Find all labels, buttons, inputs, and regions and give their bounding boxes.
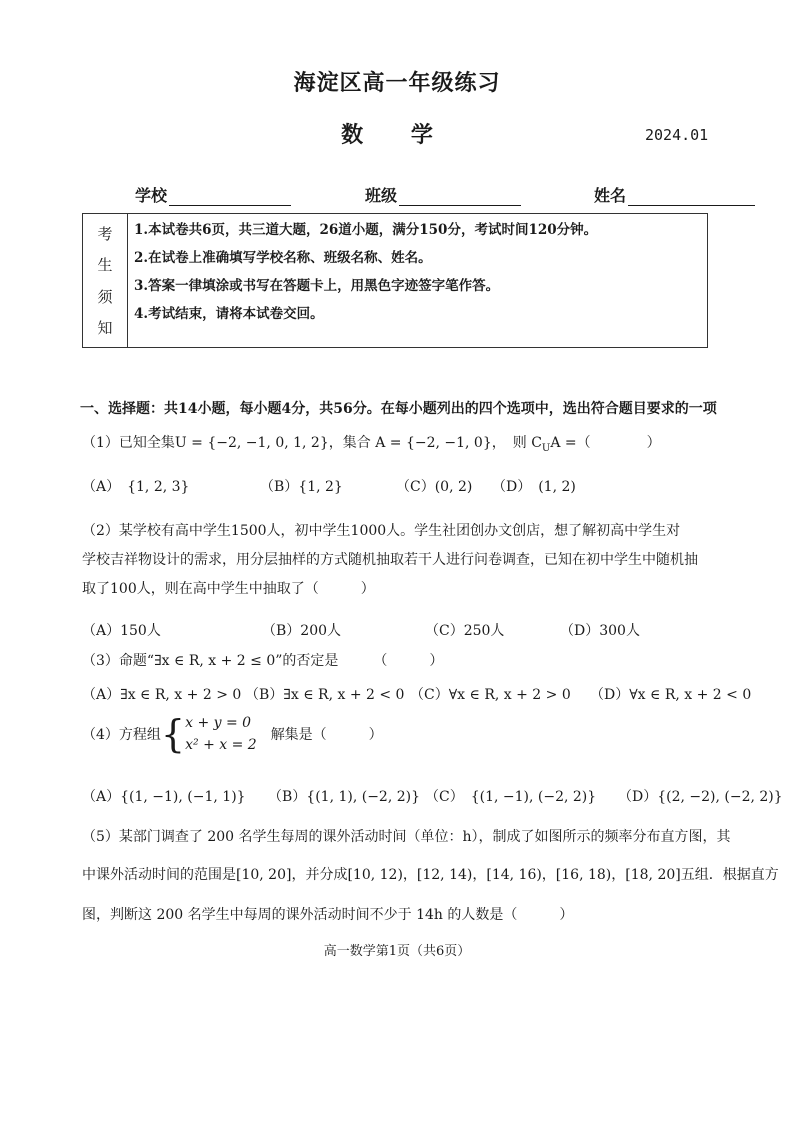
- name-field[interactable]: [594, 183, 755, 206]
- q2-option-d[interactable]: （D）300人: [560, 623, 640, 639]
- exam-date: 2024.01: [645, 126, 709, 144]
- q2-line: 学校吉祥物设计的需求，用分层抽样的方式随机抽取若干人进行问卷调查，已知在初中学生中随机抽: [82, 552, 698, 568]
- name-blank[interactable]: [628, 187, 755, 206]
- name-label: 姓名: [594, 186, 627, 205]
- q1-option-c[interactable]: （C）(0, 2): [396, 479, 473, 495]
- notice-item: 2.在试卷上准确填写学校名称、班级名称、姓名。: [134, 250, 432, 266]
- q1-stem-text: （1）已知全集U = {−2, −1, 0, 1, 2}，集合 A = {−2, −1, 0}， 则 C: [82, 435, 542, 451]
- q5-line: （5）某部门调查了 200 名学生每周的课外活动时间（单位：h），制成了如图所示的频率分布直方图，其: [82, 829, 731, 845]
- q1-subscript: U: [541, 442, 551, 454]
- equation-2: x² + x = 2: [185, 737, 257, 753]
- q3-option-a[interactable]: （A）∃x ∈ R, x + 2 > 0: [82, 687, 242, 703]
- q3-option-b[interactable]: （B）∃x ∈ R, x + 2 < 0: [245, 687, 405, 703]
- page-footer: 高一数学第1页（共6页）: [323, 944, 471, 959]
- system-brace: {: [160, 712, 186, 756]
- class-label: 班级: [365, 186, 398, 205]
- section-heading: 一、选择题：共14小题，每小题4分，共56分。在每小题列出的四个选项中，选出符合题目要求的一项: [80, 401, 717, 417]
- q4-option-b[interactable]: （B）{(1, 1), (−2, 2)}: [268, 789, 421, 805]
- school-field[interactable]: [135, 183, 291, 206]
- q1-option-d[interactable]: （D） (1, 2): [492, 479, 576, 495]
- question-3-stem: （3）命题“∃x ∈ R, x + 2 ≤ 0”的否定是 （ ）: [82, 653, 444, 669]
- question-4-stem: [82, 712, 383, 756]
- q2-option-a[interactable]: （A）150人: [82, 623, 161, 639]
- q5-line: 图，判断这 200 名学生中每周的课外活动时间不少于 14h 的人数是（ ）: [82, 907, 574, 923]
- q4-option-c[interactable]: （C） {(1, −1), (−2, 2)}: [425, 789, 597, 805]
- class-field[interactable]: [365, 183, 521, 206]
- page-title: 海淀区高一年级练习: [293, 70, 501, 96]
- school-label: 学校: [135, 186, 168, 205]
- q4-option-d[interactable]: （D）{(2, −2), (−2, 2)}: [618, 789, 783, 805]
- question-1-stem: [82, 432, 661, 454]
- q3-option-c[interactable]: （C）∀x ∈ R, x + 2 > 0: [410, 687, 571, 703]
- notice-item: 4.考试结束，请将本试卷交回。: [134, 306, 324, 322]
- q2-line: 取了100人，则在高中学生中抽取了（ ）: [82, 581, 375, 597]
- notice-side-char: 知: [97, 318, 113, 337]
- notice-items: [128, 214, 707, 347]
- notice-side-char: 须: [97, 287, 113, 306]
- notice-item: 3.答案一律填涂或书写在答题卡上，用黑色字迹签字笔作答。: [134, 278, 500, 294]
- q1-option-b[interactable]: （B）{1, 2}: [260, 479, 343, 495]
- q2-option-c[interactable]: （C）250人: [425, 623, 505, 639]
- q1-stem-tail: A =（ ）: [550, 435, 661, 451]
- class-blank[interactable]: [399, 187, 521, 206]
- q3-option-d[interactable]: （D）∀x ∈ R, x + 2 < 0: [590, 687, 752, 703]
- notice-side-label: [83, 214, 128, 347]
- q4-option-a[interactable]: （A）{(1, −1), (−1, 1)}: [82, 789, 246, 805]
- notice-side-char: 考: [97, 225, 113, 244]
- subject-title: 数 学: [341, 122, 453, 148]
- q4-suffix: 解集是（ ）: [270, 727, 383, 743]
- q5-line: 中课外活动时间的范围是[10, 20]，并分成[10, 12)，[12, 14)，[14, 16)，[16, 18)，[18, 20]五组．根据直方: [82, 867, 779, 883]
- notice-item: 1.本试卷共6页，共三道大题，26道小题，满分150分，考试时间120分钟。: [134, 222, 598, 238]
- notice-side-char: 生: [97, 256, 113, 275]
- equation-1: x + y = 0: [185, 715, 252, 731]
- q2-option-b[interactable]: （B）200人: [262, 623, 342, 639]
- q1-option-a[interactable]: （A） {1, 2, 3}: [82, 479, 190, 495]
- exam-notice-box: [82, 213, 708, 348]
- equation-system: [185, 712, 257, 756]
- school-blank[interactable]: [169, 187, 291, 206]
- q2-line: （2）某学校有高中学生1500人，初中学生1000人。学生社团创办文创店，想了解初高中学生对: [82, 523, 681, 539]
- q4-prefix: （4）方程组: [82, 727, 161, 743]
